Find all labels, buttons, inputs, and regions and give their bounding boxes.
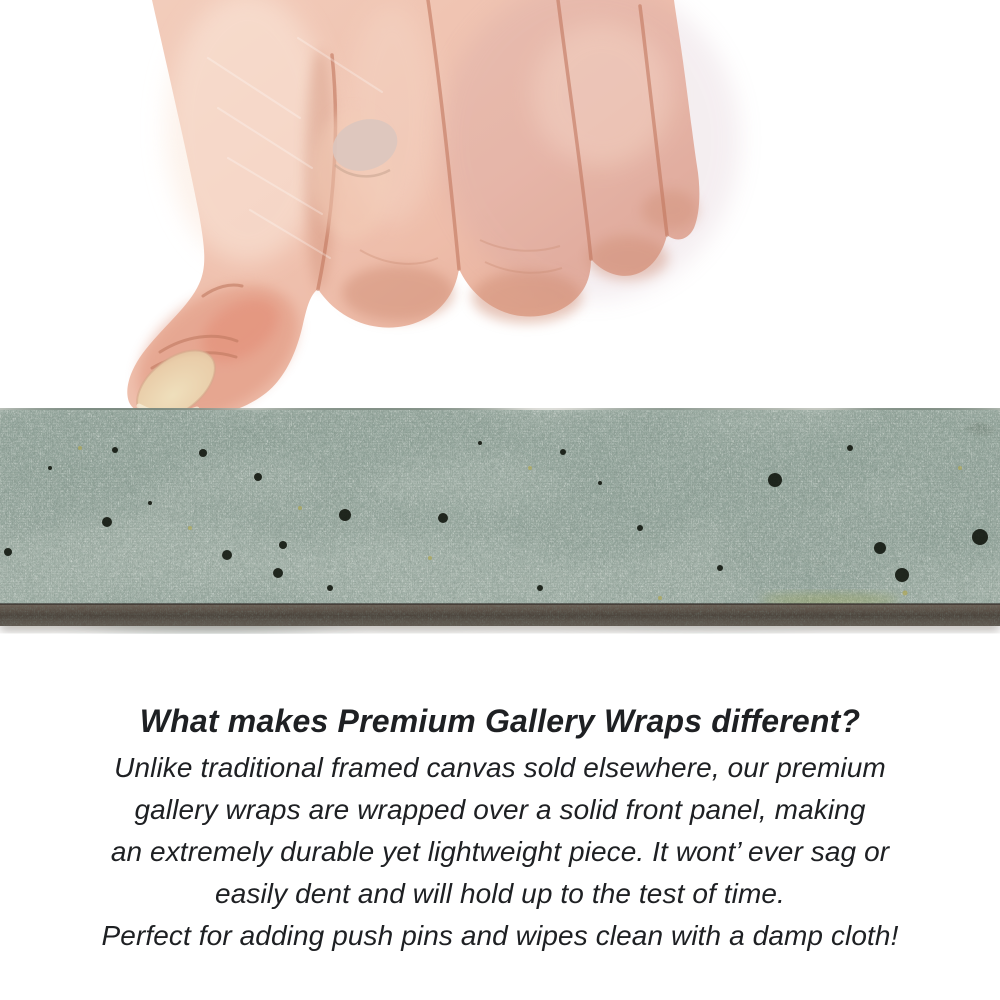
marketing-copy [0, 703, 1000, 957]
body-line-5: Perfect for adding push pins and wipes clean with a damp cloth! [101, 920, 899, 951]
hand-pressing-thumb-photo [0, 0, 1000, 436]
body-line-1: Unlike traditional framed canvas sold elsewhere, our premium [114, 752, 886, 783]
panel-bottom-edge [0, 603, 1000, 630]
canvas-edge-photo [0, 408, 1000, 634]
headline: What makes Premium Gallery Wraps different? [139, 703, 861, 739]
body-line-2: gallery wraps are wrapped over a solid front panel, making [134, 794, 866, 825]
body-line-4: easily dent and will hold up to the test of time. [215, 878, 785, 909]
body-line-3: an extremely durable yet lightweight piece. It wont’ ever sag or [110, 836, 890, 867]
